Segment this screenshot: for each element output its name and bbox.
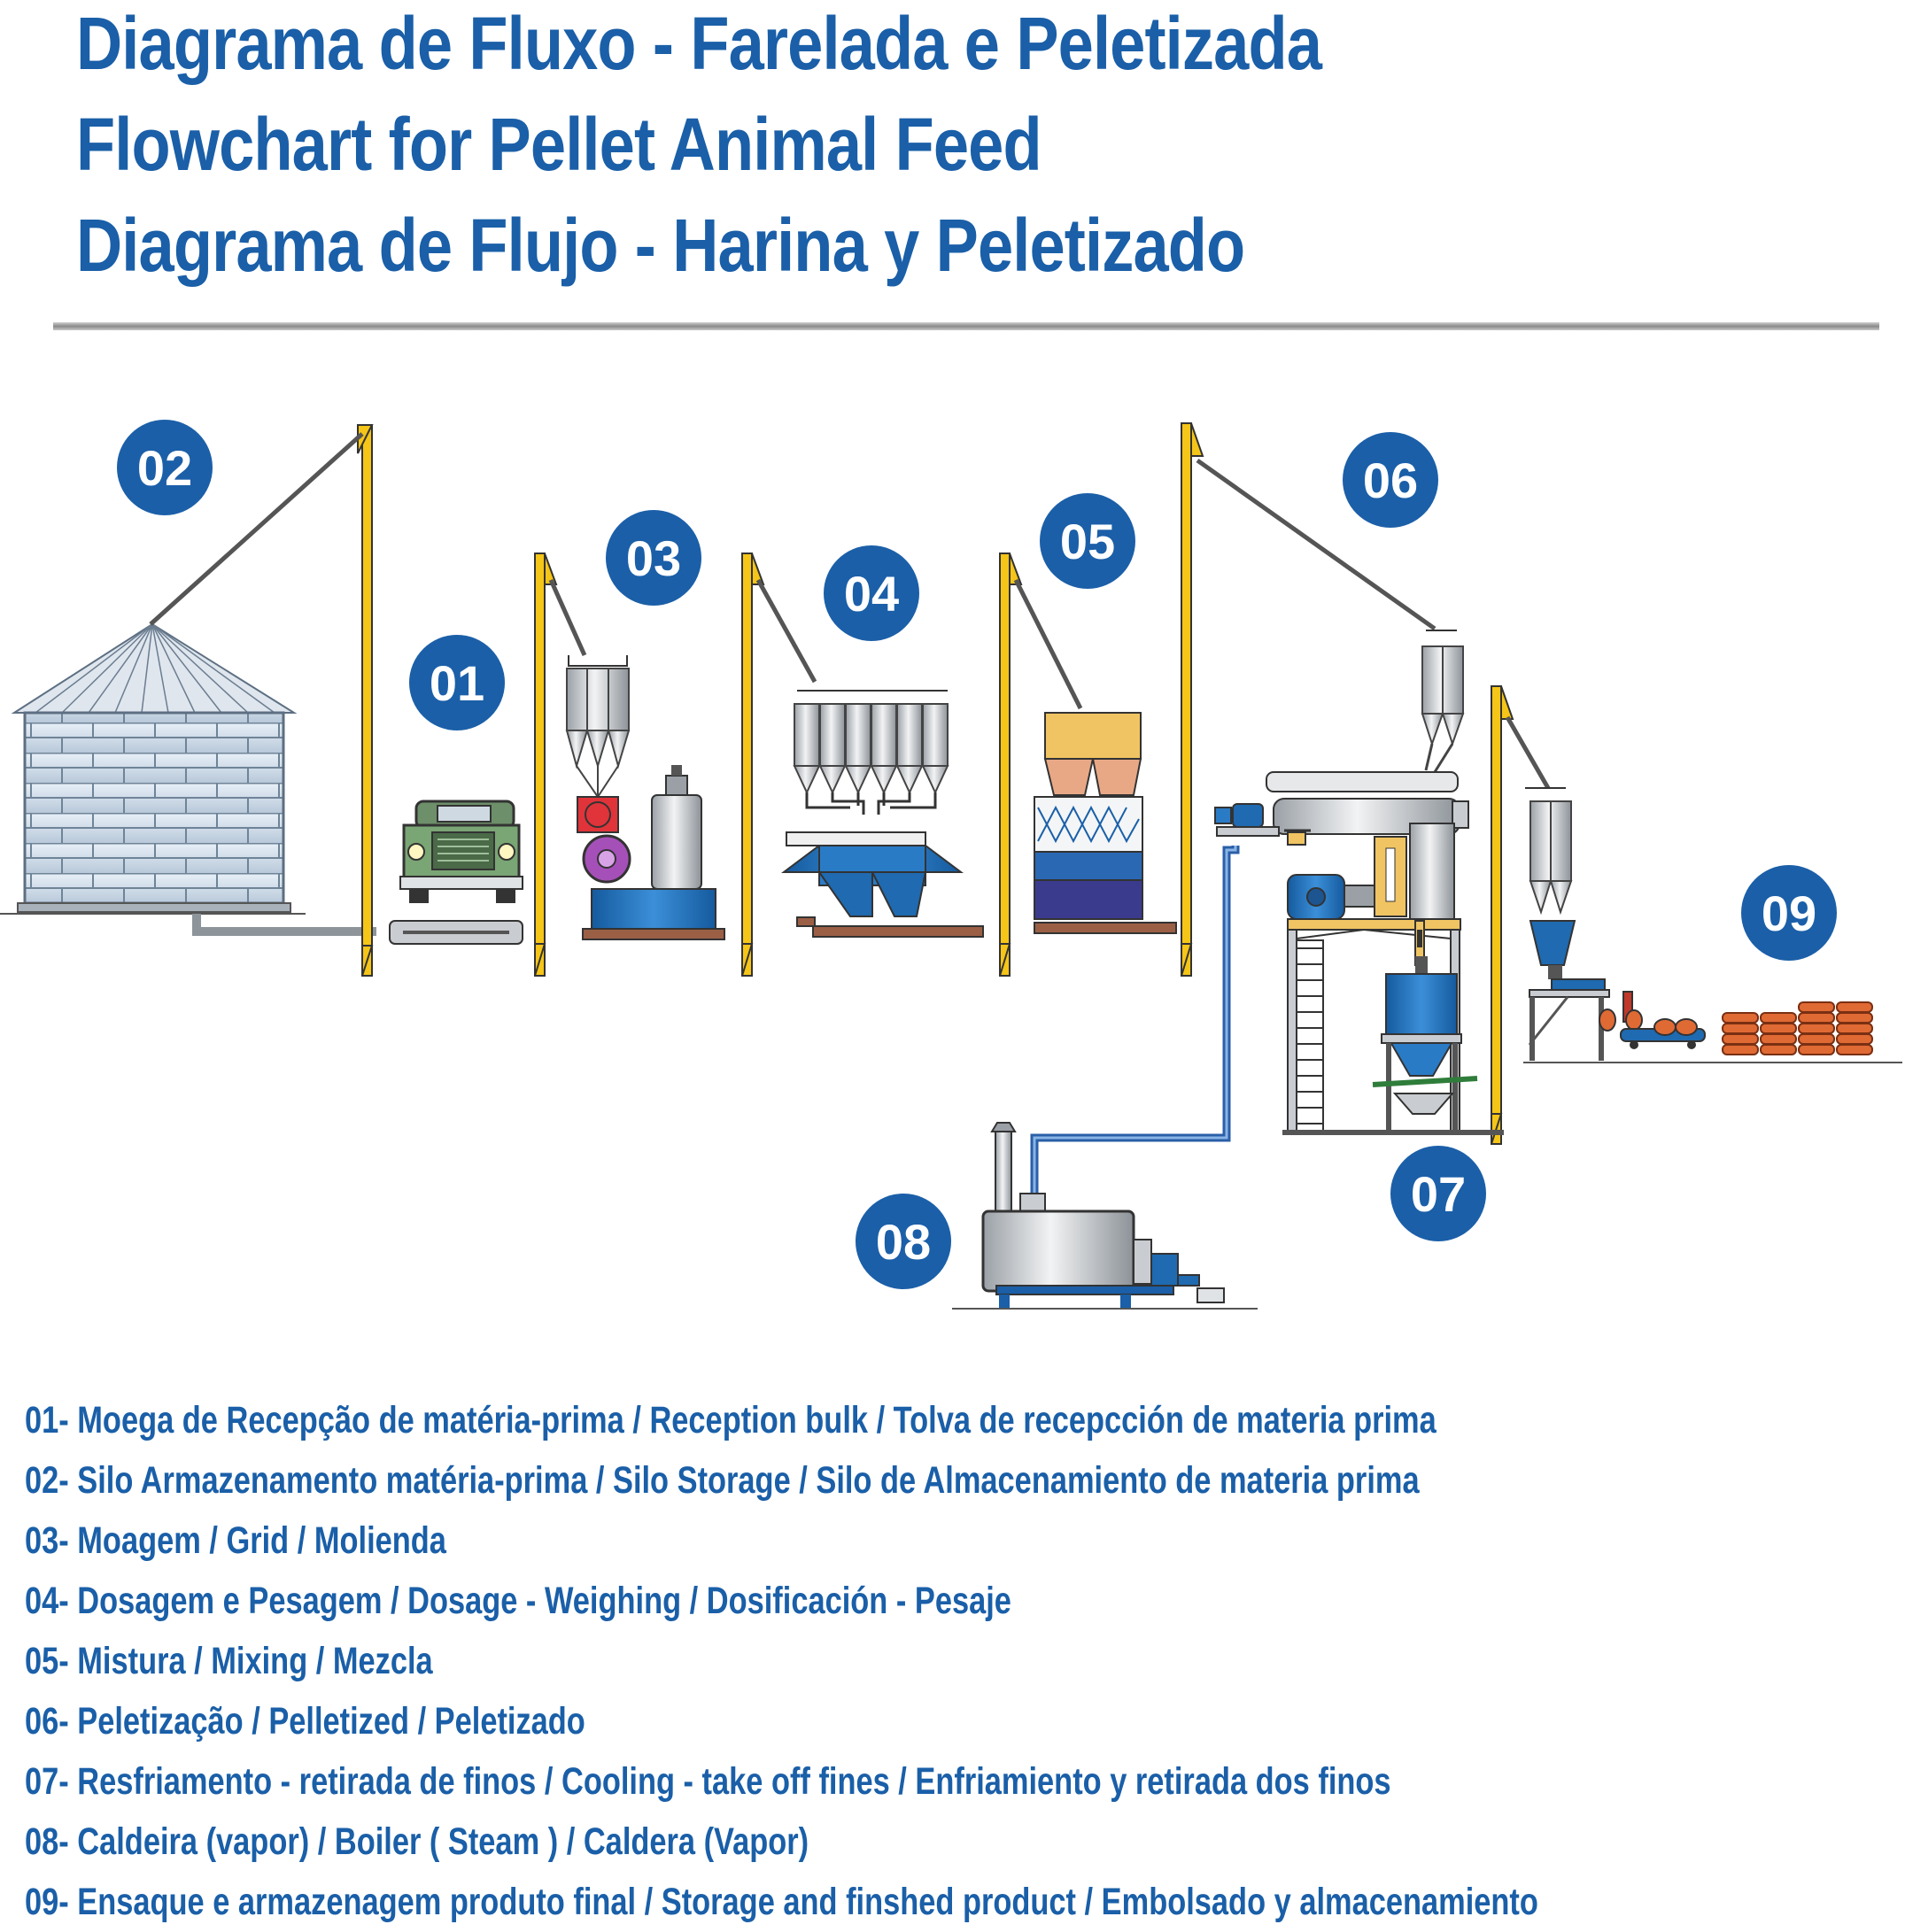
svg-text:05: 05 (1059, 514, 1116, 569)
step-badge-04 (824, 545, 919, 641)
step-badge-06 (1343, 432, 1438, 528)
legend-list (25, 1390, 1905, 1932)
title-english: Flowchart for Pellet Animal Feed (76, 103, 1042, 186)
svg-text:08: 08 (875, 1214, 932, 1270)
step-badge-01 (409, 635, 505, 730)
step-badge-03 (606, 510, 701, 606)
svg-text:06: 06 (1362, 452, 1419, 508)
title-block (76, 0, 1524, 296)
storage-silo (0, 624, 376, 931)
step-badge-05 (1040, 493, 1135, 589)
step-badge-09 (1741, 865, 1837, 961)
flowchart-diagram (0, 336, 1905, 1328)
mixer-unit (1034, 713, 1176, 933)
legend-item-07: 07- Resfriamento - retirada de finos / Cooling - take off fines / Enfriamiento y retirada dos finos (25, 1760, 1391, 1803)
dosing-weighing-unit (784, 691, 983, 937)
legend-item-01: 01- Moega de Recepção de matéria-prima / Reception bulk / Tolva de recepcción de materia prima (25, 1399, 1436, 1441)
step-badge-08 (856, 1194, 951, 1289)
legend-item-08: 08- Caldeira (vapor) / Boiler ( Steam ) / Caldera (Vapor) (25, 1820, 809, 1863)
legend-item-06: 06- Peletização / Pelletized / Peletizado (25, 1700, 585, 1743)
svg-text:01: 01 (429, 655, 485, 711)
legend-item-04: 04- Dosagem e Pesagem / Dosage - Weighing / Dosificación - Pesaje (25, 1580, 1011, 1622)
bucket-elevator-6 (1491, 686, 1548, 1144)
legend-item-02: 02- Silo Armazenamento matéria-prima / Silo Storage / Silo de Almacenamiento de materia prima (25, 1459, 1420, 1502)
svg-text:04: 04 (843, 566, 900, 622)
legend-item-05: 05- Mistura / Mixing / Mezcla (25, 1640, 433, 1682)
legend-item-09: 09- Ensaque e armazenagem produto final / Storage and finshed product / Embolsado y almacenamiento (25, 1881, 1538, 1923)
svg-text:07: 07 (1410, 1166, 1467, 1222)
legend-item-03: 03- Moagem / Grid / Molienda (25, 1519, 446, 1562)
grinding-unit (567, 655, 724, 939)
title-divider (53, 322, 1879, 330)
title-portuguese: Diagrama de Fluxo - Farelada e Peletizada (76, 2, 1322, 85)
bagging-unit (1523, 788, 1902, 1063)
step-badge-02 (117, 420, 213, 515)
reception-truck (390, 801, 523, 944)
svg-text:02: 02 (136, 440, 193, 496)
step-badge-07 (1390, 1146, 1486, 1241)
svg-text:03: 03 (625, 530, 682, 586)
svg-text:09: 09 (1761, 885, 1817, 941)
title-spanish: Diagrama de Flujo - Harina y Peletizado (76, 204, 1245, 287)
